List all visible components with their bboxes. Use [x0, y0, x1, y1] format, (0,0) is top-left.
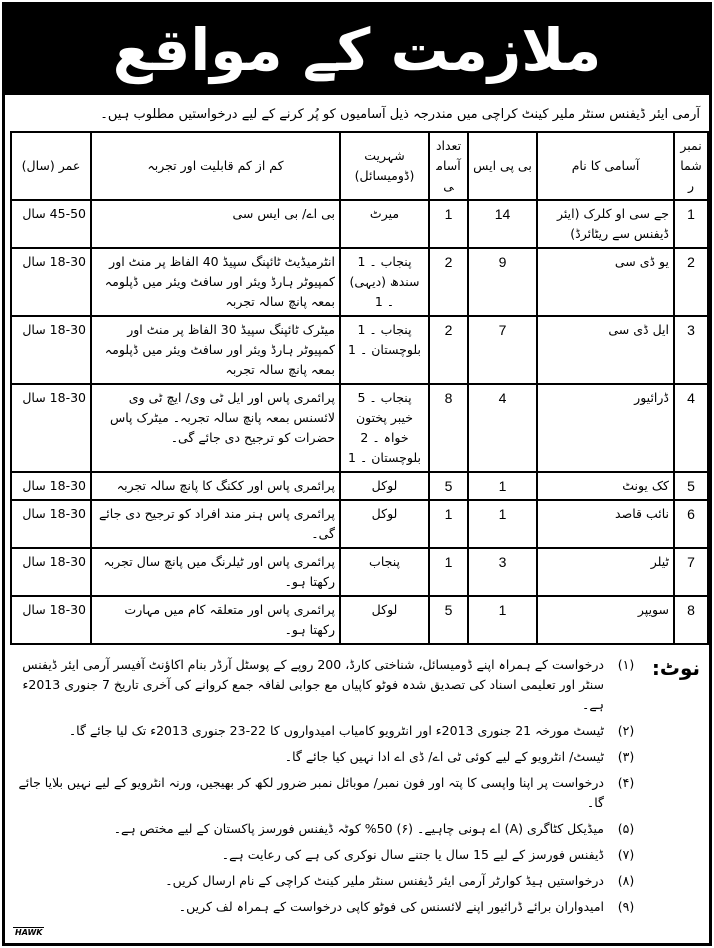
domicile-cell: لوکل [340, 472, 429, 500]
domicile-cell: پنجاب ۔ 1 سندھ (دیہی) ۔ 1 [340, 248, 429, 316]
note-text: امیدواران برائے ڈرائیور اپنے لائسنس کی فوٹو کاپی درخواست کے ہمراہ لف کریں۔ [178, 899, 604, 914]
bps-cell: 4 [468, 384, 537, 472]
note-number: (۴) [617, 775, 635, 790]
age-cell: 45-50 سال [11, 200, 91, 248]
bps-cell: 9 [468, 248, 537, 316]
notes-label: نوٹ: [651, 656, 700, 680]
table-header [11, 132, 708, 200]
count-cell: 5 [429, 596, 468, 644]
col-qualification: کم از کم قابلیت اور تجربہ [91, 132, 340, 200]
qualification-cell: پرائمری پاس اور ککنگ کا پانچ سالہ تجربہ [91, 472, 340, 500]
qualification-cell: پرائمری پاس اور متعلقہ کام میں مہارت رکھتا ہو۔ [91, 596, 340, 644]
table-row [11, 316, 708, 384]
table-row [11, 596, 708, 644]
table-row [11, 384, 708, 472]
count-cell: 1 [429, 500, 468, 548]
domicile-cell: پنجاب ۔ 5 خیبر پختون خواہ ۔ 2 بلوچستان ۔ 1 [340, 384, 429, 472]
col-age: عمر (سال) [11, 132, 91, 200]
note-text: ٹیسٹ/ انٹرویو کے لیے کوئی ٹی اے/ ڈی اے ادا نہیں کیا جائے گا۔ [284, 749, 604, 764]
note-number: (۷) [617, 847, 635, 862]
col-post: آسامی کا نام [537, 132, 674, 200]
bps-cell: 1 [468, 500, 537, 548]
domicile-cell: پنجاب [340, 548, 429, 596]
col-bps: بی پی ایس [468, 132, 537, 200]
qualification-cell: انٹرمیڈیٹ ٹائپنگ سپیڈ 40 الفاظ پر منٹ اور کمپیوٹر ہارڈ ویئر اور سافٹ ویئر میں ڈپلومہ بمعہ پانچ سالہ تجربہ [91, 248, 340, 316]
bps-cell: 3 [468, 548, 537, 596]
note-item [14, 897, 648, 917]
page-title: ملازمت کے مواقع [5, 5, 709, 95]
post-cell: کک یونٹ [537, 472, 674, 500]
qualification-cell: میٹرک ٹائپنگ سپیڈ 30 الفاظ پر منٹ اور کمپیوٹر ہارڈ ویئر اور سافٹ ویئر میں ڈپلومہ بمعہ پانچ سالہ تجربہ [91, 316, 340, 384]
col-serial: نمبر شمار [674, 132, 708, 200]
serial-cell: 6 [674, 500, 708, 548]
note-number: (۳) [617, 749, 635, 764]
age-cell: 18-30 سال [11, 248, 91, 316]
qualification-cell: بی اے/ بی ایس سی [91, 200, 340, 248]
domicile-cell: میرٹ [340, 200, 429, 248]
count-cell: 1 [429, 200, 468, 248]
note-item [14, 845, 648, 865]
serial-cell: 2 [674, 248, 708, 316]
serial-cell: 7 [674, 548, 708, 596]
bps-cell: 1 [468, 472, 537, 500]
post-cell: سویپر [537, 596, 674, 644]
table-row [11, 472, 708, 500]
domicile-cell: لوکل [340, 500, 429, 548]
serial-cell: 4 [674, 384, 708, 472]
bps-cell: 14 [468, 200, 537, 248]
note-text: درخواست پر اپنا واپسی کا پتہ اور فون نمبر/ موبائل نمبر ضرور لکھ کر بھیجیں، ورنہ انٹرویو کے لیے نہیں بلایا جائے گا۔ [18, 775, 604, 810]
post-cell: یو ڈی سی [537, 248, 674, 316]
note-number: (۱) [617, 657, 635, 672]
qualification-cell: پرائمری پاس ہنر مند افراد کو ترجیح دی جائے گی۔ [91, 500, 340, 548]
bps-cell: 7 [468, 316, 537, 384]
note-item [14, 655, 648, 715]
note-item [14, 721, 648, 741]
serial-cell: 1 [674, 200, 708, 248]
age-cell: 18-30 سال [11, 500, 91, 548]
age-cell: 18-30 سال [11, 316, 91, 384]
note-text: ڈیفنس فورسز کے لیے 15 سال یا جتنے سال نوکری کی ہے کی رعایت ہے۔ [221, 847, 604, 862]
post-cell: جے سی او کلرک (ایئر ڈیفنس سے ریٹائرڈ) [537, 200, 674, 248]
page-border [2, 2, 712, 946]
note-item [14, 819, 648, 839]
note-text: درخواستیں ہیڈ کوارٹر آرمی ایئر ڈیفنس سنٹر ملیر کینٹ کراچی کے نام ارسال کریں۔ [165, 873, 604, 888]
bps-cell: 1 [468, 596, 537, 644]
qualification-cell: پرائمری پاس اور ایل ٹی وی/ ایچ ٹی وی لائسنس بمعہ پانچ سالہ تجربہ۔ میٹرک پاس حضرات کو ترجیح دی جائے گی۔ [91, 384, 340, 472]
note-item [14, 747, 648, 767]
age-cell: 18-30 سال [11, 384, 91, 472]
serial-cell: 5 [674, 472, 708, 500]
post-cell: نائب قاصد [537, 500, 674, 548]
serial-cell: 3 [674, 316, 708, 384]
table-row [11, 500, 708, 548]
age-cell: 18-30 سال [11, 548, 91, 596]
note-number: (۵) [617, 821, 635, 836]
note-text: درخواست کے ہمراہ اپنے ڈومیسائل، شناختی کارڈ، 200 روپے کے پوسٹل آرڈر بنام اکاؤنٹ آفیسر آرمی ایئر ڈیفنس سنٹر اور تعلیمی اسناد کی تصدیق شدہ فوٹو کاپیاں مع جوابی لفافہ جمع کروانے کی آخری تاریخ 7 جنوری 2013ء ہے۔ [22, 657, 604, 712]
note-item [14, 871, 648, 891]
post-cell: ٹیلر [537, 548, 674, 596]
count-cell: 2 [429, 316, 468, 384]
intro-text: آرمی ایئر ڈیفنس سنٹر ملیر کینٹ کراچی میں مندرجہ ذیل آسامیوں کو پُر کرنے کے لیے درخواستیں مطلوب ہیں۔ [100, 107, 700, 122]
age-cell: 18-30 سال [11, 472, 91, 500]
domicile-cell: پنجاب ۔ 1 بلوچستان ۔ 1 [340, 316, 429, 384]
post-cell: ایل ڈی سی [537, 316, 674, 384]
domicile-cell: لوکل [340, 596, 429, 644]
jobs-table [10, 131, 709, 645]
hawk-logo: HAWK [15, 928, 43, 937]
note-text: ٹیسٹ مورخہ 21 جنوری 2013ء اور انٹرویو کامیاب امیدواروں کا 22-23 جنوری 2013ء تک لیا جائے گا۔ [68, 723, 604, 738]
table-row [11, 248, 708, 316]
count-cell: 1 [429, 548, 468, 596]
col-domicile: شہریت (ڈومیسائل) [340, 132, 429, 200]
table-row [11, 548, 708, 596]
table-row [11, 200, 708, 248]
post-cell: ڈرائیور [537, 384, 674, 472]
age-cell: 18-30 سال [11, 596, 91, 644]
qualification-cell: پرائمری پاس اور ٹیلرنگ میں پانچ سال تجربہ رکھتا ہو۔ [91, 548, 340, 596]
count-cell: 8 [429, 384, 468, 472]
serial-cell: 8 [674, 596, 708, 644]
note-text: میڈیکل کٹاگری (A) اے ہونی چاہیے۔ (۶) 50% کوٹہ ڈیفنس فورسز پاکستان کے لیے مختص ہے۔ [113, 821, 604, 836]
note-number: (۲) [617, 723, 635, 738]
count-cell: 5 [429, 472, 468, 500]
note-number: (۸) [617, 873, 635, 888]
note-number: (۹) [617, 899, 635, 914]
notes-section [14, 655, 700, 923]
note-item [14, 773, 648, 813]
col-count: تعداد آسامی [429, 132, 468, 200]
count-cell: 2 [429, 248, 468, 316]
